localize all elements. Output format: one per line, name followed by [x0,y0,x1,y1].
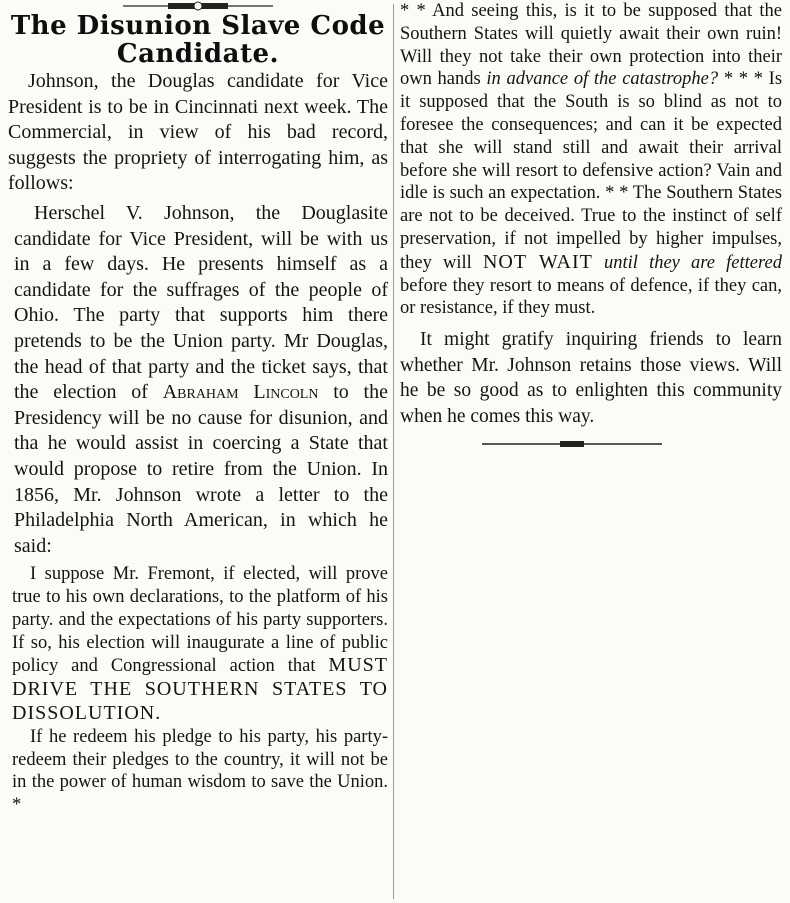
right-italic-1: in advance of the catastrophe? [486,69,719,90]
commercial-paragraph [8,197,388,559]
quote-text-1: I suppose Mr. Fremont, if elected, will prove true to his own declarations, to the platform of his party. and the expectations of his party supporters. If so, his election will inaugurate a line of public policy and Congressional action that [12,564,388,677]
commercial-text-1: Herschel V. Johnson, the Douglasite candidate for Vice President, will be with us in a few days. He presents himself as a candidate for the suffrages of the people of Ohio. The party that supports him there pretends to be the Union party. Mr Douglas, the head of that party and the ticket says, that the election of [14,201,388,404]
right-paragraph [400,0,782,320]
left-column [8,0,388,817]
right-italic-2: until they are fettered [604,252,782,273]
right-marker-3: * * [605,183,629,204]
commercial-text-2: to the Presidency will be no cause for disunion, and tha he would assist in coercing a State that would propose to retire from the Union. In 1856, Mr. Johnson wrote a letter to the Philadelphia North American, in which he said: [14,381,388,557]
lincoln-name: Abraham Lincoln [162,381,319,404]
quote-text-2: If he redeem his pledge to his party, his party-redeem their pledges to the country, it will not be in the power of human wisdom to save the Union. [12,726,388,793]
right-caps-text: NOT WAIT [482,250,593,273]
quote-caps-text: MUST DRIVE THE SOUTHERN STATES TO DISSOLUTION. [12,654,388,725]
johnson-quote-paragraph-1 [8,563,388,726]
right-column [400,0,782,449]
closing-paragraph: It might gratify inquiring friends to learn whether Mr. Johnson retains those views. Will he be so good as to enlighten this community when he comes this way. [400,329,782,427]
johnson-quote-paragraph-2 [8,726,388,817]
right-marker-2: * * * [723,69,763,90]
left-end-marker: * [12,795,22,816]
right-open-marker: * * [400,1,426,21]
headline-line-1: The Disunion Slave Code [10,11,386,41]
right-text-1: And seeing this, is it to be supposed that the Southern States will quietly await their own ruin! Will they not take their own protection into their own hands [400,1,783,90]
end-ornament [482,439,662,449]
headline-line-2: Candidate. [116,39,280,69]
column-divider [393,4,394,899]
right-text-3: The Southern States are not to be deceived. True to the instinct of self preservation, if not impelled by higher impulses, they will [400,183,782,273]
right-text-4: before they resort to means of defence, if they can, or resistance, if they must. [400,275,782,319]
lede-paragraph: Johnson, the Douglas candidate for Vice President is to be in Cincinnati next week. The Commercial, in view of his bad record, suggests the propriety of interrogating him, as follows: [8,70,388,195]
right-text-2: Is it supposed that the South is so blind as not to foresee the consequences; and can it be expected that she will stand still and await their arrival before she will resort to defensive action? Vain and idle is such an expectation. [400,69,783,204]
headline [8,12,388,68]
